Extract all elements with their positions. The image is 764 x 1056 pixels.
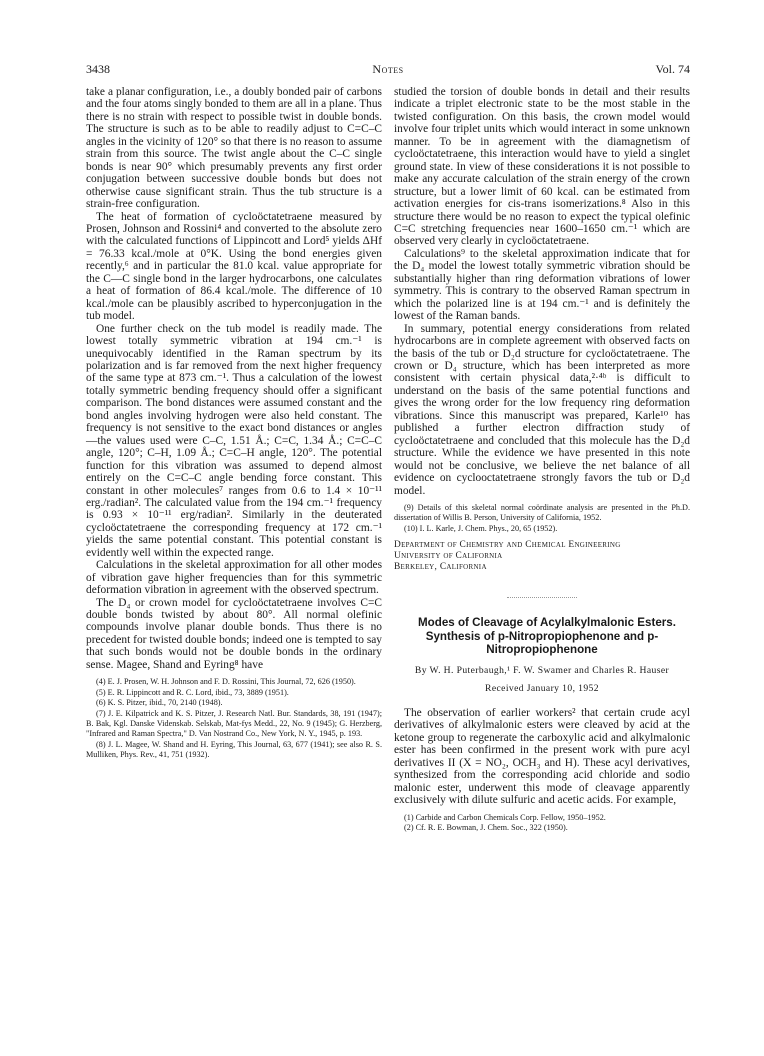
byline: By W. H. Puterbaugh,¹ F. W. Swamer and Charles R. Hauser: [414, 664, 670, 676]
running-header: [86, 62, 690, 82]
paragraph: In summary, potential energy considerations from related hydrocarbons are in complete agreement with observed facts on the basis of the tub or D₂d structure for cycloöctatetraene. The crown or D₄ structure, which has been interpreted as more consistent with certain physical data,²·⁴ᵇ is difficult to understand on the basis of the same potential functions and gives the wrong order for the low frequency ring deformation vibrations. Since this manuscript was prepared, Karle¹⁰ has published a further electron diffraction study of cycloöctatetraene and concluded that this molecule has the D₂d structure. While the evidence we have presented in this note would not be conclusive, we believe the net balance of all evidence on cyclooctatetraene strongly favors the tub or D₂d model.: [394, 322, 690, 497]
footnote: (2) Cf. R. E. Bowman, J. Chem. Soc., 322 (1950).: [404, 822, 568, 832]
footnote: (4) E. J. Prosen, W. H. Johnson and F. D. Rossini, This Journal, 72, 626 (1950).: [96, 677, 356, 687]
paragraph: Calculations⁹ to the skeletal approximation indicate that for the D₄ model the lowest totally symmetric vibration should be substantially higher than ring deformation vibrations of lower symmetry. This is contrary to the observed Raman spectrum in which the polarized line is at 194 cm.⁻¹ and is definitely the lowest of the Raman bands.: [394, 247, 690, 323]
footnote: (1) Carbide and Carbon Chemicals Corp. Fellow, 1950–1952.: [404, 812, 606, 822]
affiliation-line: Berkeley, California: [394, 562, 487, 573]
affiliation-line: Department of Chemistry and Chemical Engineering: [394, 540, 621, 551]
paragraph: The heat of formation of cycloöctatetraene measured by Prosen, Johnson and Rossini⁴ and converted to the absolute zero with the calculated functions of Lippincott and Lord⁵ yields ΔHf = 76.33 kcal./mole at 0°K. Using the bond energies given recently,⁶ and in particular the 81.0 kcal. value appropriate for the C—C single bond in the larger hydrocarbons, one calculates a heat of formation of 86.4 kcal./mole. The difference of 10 kcal./mole can be plausibly ascribed to hyperconjugation in the tub model.: [86, 210, 382, 323]
affiliation-line: University of California: [394, 551, 503, 562]
footnotes: [394, 813, 690, 834]
footnote: (6) K. S. Pitzer, ibid., 70, 2140 (1948).: [96, 698, 223, 708]
footnote: (9) Details of this skeletal normal coördinate analysis are presented in the Ph.D. dissertation of Willis B. Person, University of California, 1952.: [394, 502, 690, 523]
page-number: 3438: [86, 62, 110, 76]
section-divider: [507, 597, 577, 598]
footnote: (8) J. L. Magee, W. Shand and H. Eyring, This Journal, 63, 677 (1941); see also R. S. Mulliken, Phys. Rev., 41, 751 (1932).: [86, 739, 382, 760]
paragraph: take a planar configuration, i.e., a doubly bonded pair of carbons and the four atoms singly bonded to them are all in a plane. Thus there is no strain with respect to possible twist in double bonds. The structure is such as to be able to readily adjust to C=C–C angles in the vicinity of 120° so that there is no reason to assume strain from this source. The twist angle about the C–C single bonds is near 90° which presumably prevents any first order conjugation between successive double bonds but does not otherwise cause significant strain. Thus the tub structure is a strain-free configuration.: [86, 86, 382, 211]
footnote: (7) J. E. Kilpatrick and K. S. Pitzer, J. Research Natl. Bur. Standards, 38, 191 (1947); B. Bak, Kgl. Danske Videnskab. Selskab, Mat-fys Medd., 22, No. 9 (1945); G. Herzberg, "Infrared and Raman Spectra," D. Van Nostrand Co., New York, N. Y., 1945, p. 193.: [86, 708, 382, 739]
received-date: Received January 10, 1952: [485, 682, 599, 694]
paragraph: studied the torsion of double bonds in detail and their results indicate a triplet electronic state to be the most stable in the twisted configuration. On this basis, the crown model would involve four triplet units which would interact in some unknown manner. To be in agreement with the diamagnetism of cycloöctatetraene, this interaction would have to yield a singlet ground state. In view of these considerations it is not possible to make any accurate calculation of the strain energy of the crown structure, but a lower limit of 60 kcal. can be estimated from activation energies for cis-trans isomerizations.⁸ Also in this structure there would be no reason to expect the typical olefinic C=C stretching frequencies near 1600–1650 cm.⁻¹ which are observed very clearly in cycloöctatetraene.: [394, 86, 690, 248]
footnotes: [86, 677, 382, 760]
footnotes: [394, 503, 690, 534]
running-title: Notes: [372, 62, 404, 76]
paragraph: Calculations in the skeletal approximation for all other modes of vibration gave higher frequencies than for this symmetric deformation vibration in agreement with the observed spectrum.: [86, 559, 382, 597]
article-title: Modes of Cleavage of Acylalkylmalonic Esters. Synthesis of p-Nitropropiophenone and p-Nitropropiophenone: [418, 616, 676, 657]
volume-label: Vol. 74: [655, 62, 690, 76]
right-column: [394, 86, 690, 833]
paragraph: The D₄ or crown model for cycloöctatetraene involves C=C double bonds twisted by about 80°. All normal olefinic compounds involve planar double bonds. Thus there is no precedent for twisted double bonds; indeed one is tempted to say that such bonds would not be double bonds in the ordinary sense. Magee, Shand and Eyring⁸ have: [86, 596, 382, 671]
footnote: (10) I. L. Karle, J. Chem. Phys., 20, 65 (1952).: [404, 523, 558, 533]
paragraph: One further check on the tub model is readily made. The lowest totally symmetric vibration at 194 cm.⁻¹ is unequivocably identified in the Raman spectrum by its polarization and is far removed from the next higher frequency of the same type at 873 cm.⁻¹. Thus a calculation of the lowest totally symmetric bending frequency should offer a significant comparison. The bond distances were assumed constant and the bond angles involving hydrogen were also held constant. The frequency is not sensitive to the exact bond distances or angles—the values used were C–C, 1.51 Å.; C=C, 1.34 Å.; C=C–C angle, 120°; C–H, 1.09 Å.; C=C–H angle, 120°. The potential function for this vibration was assumed to depend almost entirely on the C=C–C angle bending force constant. This constant in other molecules⁷ ranges from 0.6 to 1.4 × 10⁻¹¹ erg./radian². The calculated value from the 194 cm.⁻¹ frequency is 0.93 × 10⁻¹¹ erg/radian². Similarly in the deuterated cycloöctatetraene the corresponding frequency at 172 cm.⁻¹ yields the same potential constant. This potential constant is evidently well within the expected range.: [86, 322, 382, 559]
affiliation: [394, 540, 690, 573]
footnote: (5) E. R. Lippincott and R. C. Lord, ibid., 73, 3889 (1951).: [96, 687, 289, 697]
left-column: [86, 86, 382, 761]
paragraph: The observation of earlier workers² that certain crude acyl derivatives of alkylmalonic esters were cleaved by acid at the ketone group to regenerate the carboxylic acid and alkylmalonic ester has been confirmed in the present work with pure acyl derivatives II (X = NO₂, OCH₃ and H). These acyl derivatives, synthesized from the corresponding acid chloride and sodio malonic ester, underwent this mode of cleavage apparently exclusively with dilute sulfuric and acetic acids. For example,: [394, 706, 690, 807]
